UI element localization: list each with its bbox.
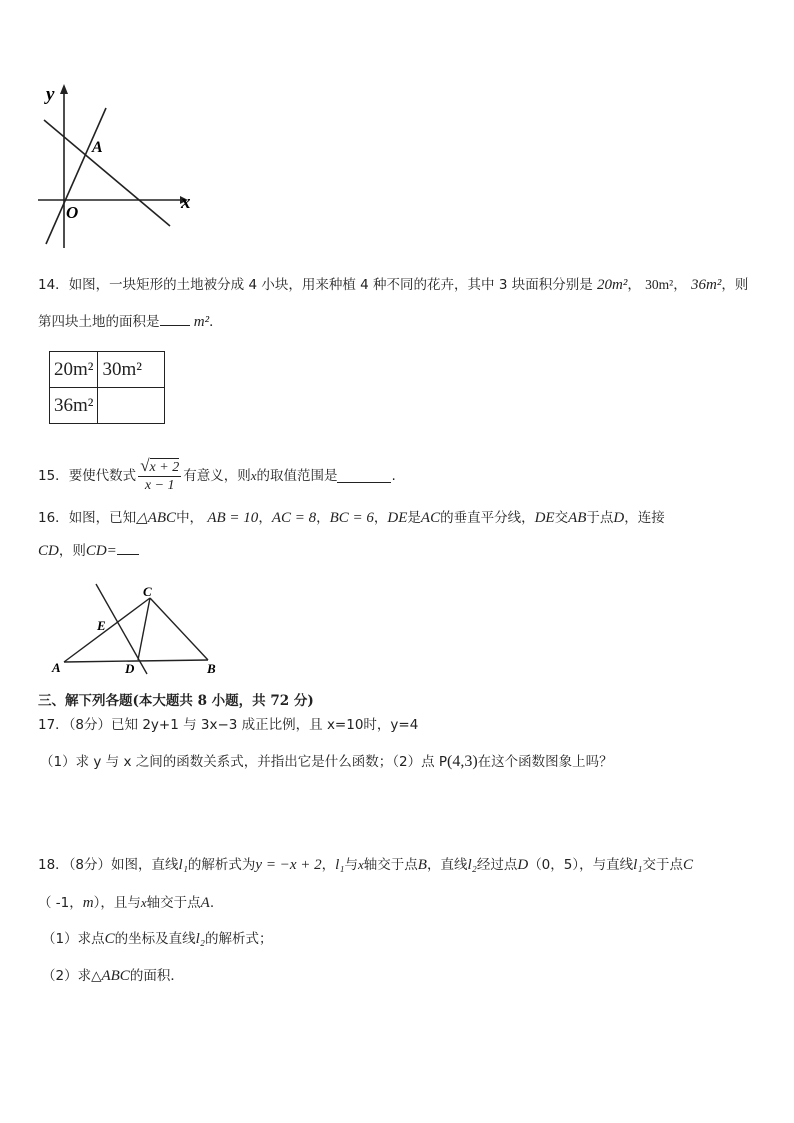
q14-cell-bottom-right bbox=[98, 388, 165, 424]
q16-answer-blank[interactable] bbox=[117, 540, 139, 555]
q14-line1: 14．如图，一块矩形的土地被分成 4 小块，用来种植 4 种不同的花卉，其中 3 块面积分别是 20m²， 30m²， 36m²，则 bbox=[38, 277, 749, 293]
decreasing-line bbox=[44, 120, 170, 226]
q14-line2-text: 第四块土地的面积是 bbox=[38, 314, 160, 330]
label-c: C bbox=[143, 584, 152, 599]
q17-line1: 17．（8分）已知 2y+1 与 3x−3 成正比例，且 x=10时，y=4 bbox=[38, 717, 419, 733]
q15-prefix: 要使代数式 bbox=[68, 467, 137, 484]
q17-number: 17． bbox=[38, 717, 69, 733]
q15-number: 15． bbox=[38, 467, 69, 484]
q16-ab: AB = 10 bbox=[207, 510, 259, 526]
q16-ac: AC = 8 bbox=[271, 510, 317, 526]
x-axis-label: x bbox=[181, 192, 191, 213]
label-e: E bbox=[97, 618, 106, 633]
label-b: B bbox=[207, 661, 216, 676]
q14-answer-blank[interactable] bbox=[160, 311, 190, 326]
q14-line2 bbox=[38, 311, 223, 332]
q14-line1-end: ，则 bbox=[721, 277, 749, 293]
q15-numerator-wrap bbox=[138, 456, 181, 477]
q15-fraction bbox=[138, 456, 181, 495]
sqrt-icon: √ bbox=[140, 456, 150, 475]
q16-line2: CD，则CD= bbox=[38, 540, 139, 561]
q15-suffix: 的取值范围是 bbox=[256, 467, 338, 484]
q18-sub1: （1）求点C的坐标及直线l₂的解析式； bbox=[42, 931, 273, 947]
q15-var: x bbox=[250, 467, 257, 483]
q16-triangle: △ABC bbox=[136, 510, 177, 526]
q16-bc: BC = 6 bbox=[329, 510, 374, 526]
q14-cell-top-right: 30m² bbox=[98, 352, 165, 388]
q18-number: 18． bbox=[38, 857, 69, 873]
q18-formula: y = −x + 2 bbox=[255, 857, 322, 873]
figure-q16-triangle bbox=[44, 582, 234, 678]
q14-cell-bottom-left: 36m² bbox=[50, 388, 98, 424]
q18-line2: （ -1，m），且与x轴交于点A. bbox=[38, 895, 215, 911]
y-axis-label: y bbox=[46, 84, 55, 105]
q14-area3: 36m² bbox=[691, 277, 722, 293]
q14-unit: m² bbox=[193, 314, 210, 330]
q15-denominator: x − 1 bbox=[144, 478, 175, 493]
q14-area2: 30m² bbox=[645, 277, 674, 292]
q14-area1: 20m² bbox=[597, 277, 628, 293]
q17-point: (4,3) bbox=[447, 753, 478, 770]
section-3-heading: 三、解下列各题(本大题共 8 小题，共 72 分) bbox=[38, 693, 314, 709]
q15-numerator: x + 2 bbox=[149, 460, 180, 475]
q17-line2: （1）求 y 与 x 之间的函数关系式，并指出它是什么函数；（2）点 P(4,3)在这个函数图象上吗？ bbox=[40, 753, 613, 770]
side-ac bbox=[64, 598, 150, 662]
q14-text: 如图，一块矩形的土地被分成 4 小块，用来种植 4 种不同的花卉，其中 3 块面积分别是 bbox=[68, 277, 593, 293]
y-axis-arrow-icon bbox=[60, 84, 68, 94]
q16-line1: 16．如图，已知△ABC中， AB = 10，AC = 8，BC = 6，DE是AC的垂直平分线，DE交AB于点D，连接 bbox=[38, 510, 665, 526]
q14-area-table bbox=[49, 351, 165, 424]
q18-sub2: （2）求△ABC的面积． bbox=[42, 968, 184, 984]
side-ab bbox=[64, 660, 208, 662]
q14-cell-top-left: 20m² bbox=[50, 352, 98, 388]
label-d: D bbox=[125, 661, 135, 676]
point-a-label: A bbox=[92, 139, 103, 156]
q15-line bbox=[38, 456, 396, 495]
q15-end: . bbox=[391, 467, 396, 484]
figure-q13-axes bbox=[30, 80, 200, 252]
q16-number: 16． bbox=[38, 510, 69, 526]
origin-label: O bbox=[66, 203, 79, 222]
q14-number: 14． bbox=[38, 277, 69, 293]
side-bc bbox=[150, 598, 208, 660]
segment-cd bbox=[138, 598, 150, 660]
q15-answer-blank[interactable] bbox=[337, 468, 391, 483]
q14-line2-end: ． bbox=[209, 314, 223, 330]
label-a: A bbox=[52, 660, 61, 675]
q15-middle: 有意义，则 bbox=[183, 467, 251, 484]
q18-line1: 18．（8分）如图，直线l₁的解析式为y = −x + 2，l₁与x轴交于点B，直线l₂经过点D（0，5），与直线l₁交于点C bbox=[38, 857, 694, 873]
